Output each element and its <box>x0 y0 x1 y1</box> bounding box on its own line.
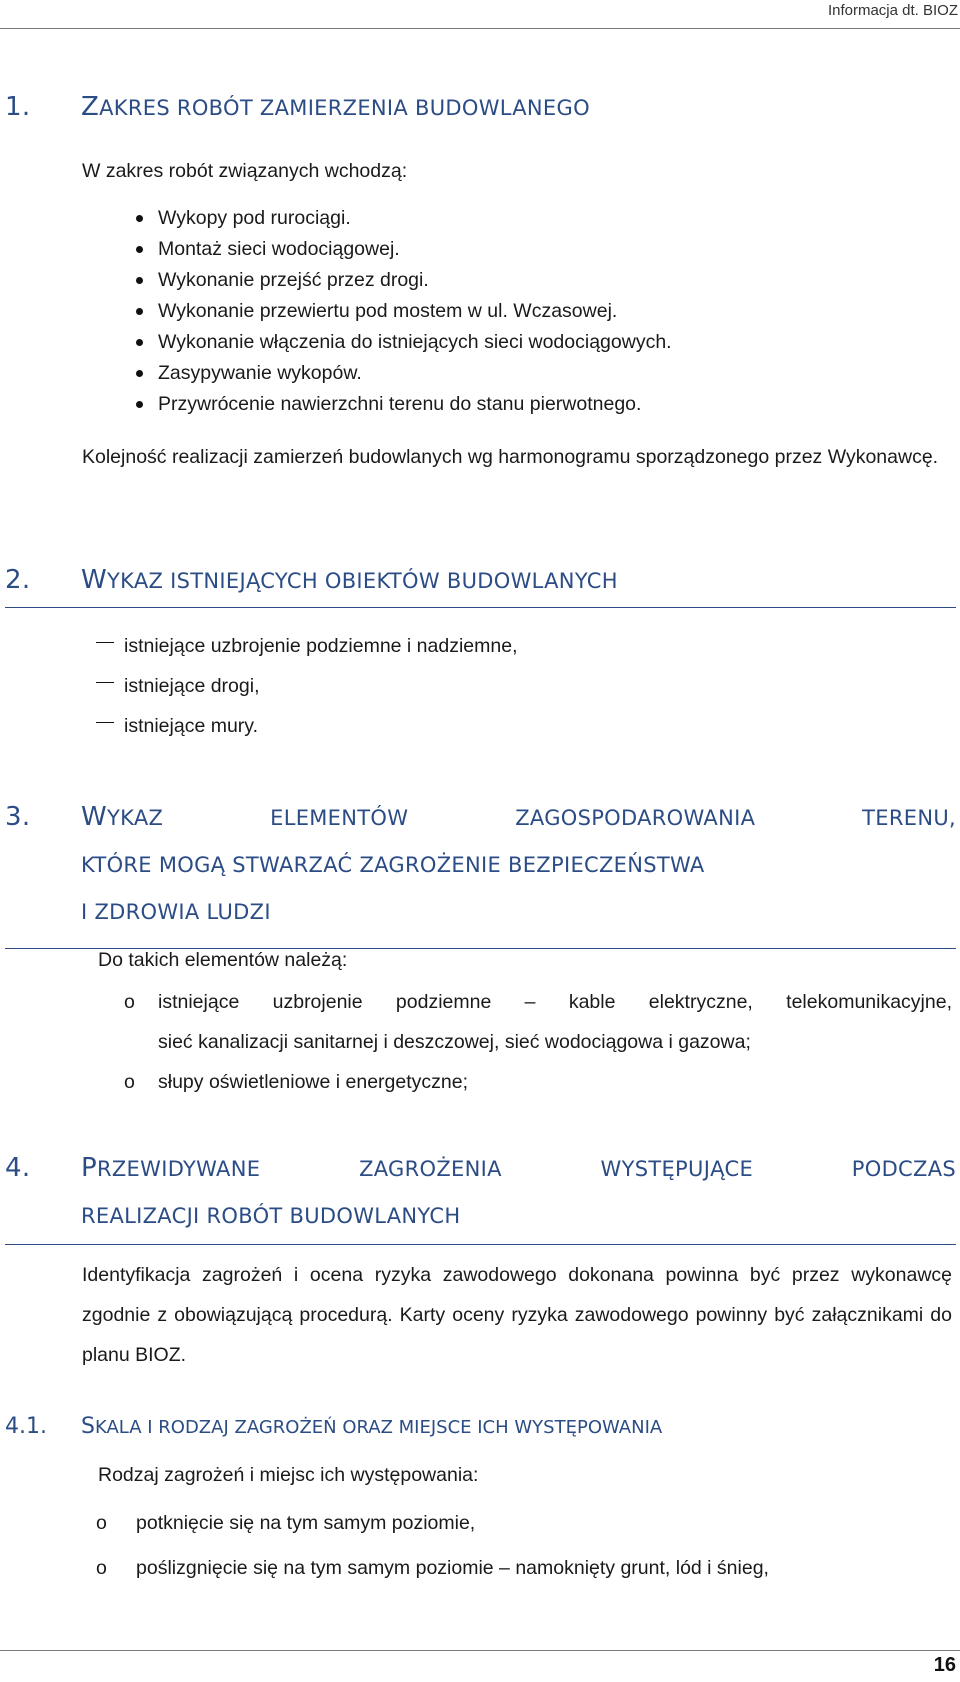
bullet-icon <box>136 246 143 253</box>
section-2-heading <box>5 565 956 608</box>
section-3-title-line3: I ZDROWIA LUDZI <box>81 900 271 924</box>
list-item-continuation: sieć kanalizacji sanitarnej i deszczowej, sieć wodociągowa i gazowa; <box>158 1031 751 1053</box>
header-rule <box>0 28 960 29</box>
section-1-heading <box>5 92 956 122</box>
section-2-list <box>124 626 518 746</box>
list-item: istniejące mury. <box>124 706 518 746</box>
list-item: istniejące drogi, <box>124 666 518 706</box>
circle-bullet-icon: o <box>96 1557 107 1579</box>
section-4-heading <box>5 1145 956 1240</box>
section-3-heading <box>5 794 956 949</box>
section-3-list <box>124 982 952 1102</box>
section-1-intro: W zakres robót związanych wchodzą: <box>82 160 408 182</box>
dash-icon <box>96 642 114 643</box>
dash-icon <box>96 682 114 683</box>
list-item: Montaż sieci wodociągowej. <box>158 234 672 265</box>
section-4-1-title-rest: KALA I RODZAJ ZAGROŻEŃ ORAZ MIEJSCE ICH WYSTĘPOWANIA <box>94 1417 663 1438</box>
section-3-number: 3. <box>5 802 31 832</box>
list-item: Wykopy pod rurociągi. <box>158 203 672 234</box>
section-4-1-heading <box>5 1414 956 1439</box>
section-2-title-initial: W <box>81 565 108 595</box>
section-4-number: 4. <box>5 1153 31 1183</box>
list-item: o potknięcie się na tym samym poziomie, <box>136 1501 769 1546</box>
circle-bullet-icon: o <box>124 991 135 1013</box>
bullet-icon <box>136 370 143 377</box>
section-1-title-initial: Z <box>81 92 100 122</box>
section-3-intro: Do takich elementów należą: <box>98 949 348 971</box>
bullet-icon <box>136 215 143 222</box>
section-4-1-title-initial: S <box>81 1414 95 1439</box>
list-item: o słupy oświetleniowe i energetyczne; <box>158 1062 952 1102</box>
bullet-icon <box>136 308 143 315</box>
list-item: Wykonanie przejść przez drogi. <box>158 265 672 296</box>
section-2-number: 2. <box>5 565 31 595</box>
section-2-title-rest: YKAZ ISTNIEJĄCYCH OBIEKTÓW BUDOWLANYCH <box>107 569 618 593</box>
section-4-body: Identyfikacja zagrożeń i ocena ryzyka zawodowego dokonana powinna być przez wykonawcę zgodnie z obowiązującą procedurą. Karty oceny ryzyka zawodowego powinny być załącznikami do planu BIOZ. <box>82 1264 952 1366</box>
section-3-title-line1: YKAZ ELEMENTÓW ZAGOSPODAROWANIA TERENU, <box>107 806 956 830</box>
list-item: o poślizgnięcie się na tym samym poziomie – namoknięty grunt, lód i śnieg, <box>136 1546 769 1591</box>
section-1-closing: Kolejność realizacji zamierzeń budowlanych wg harmonogramu sporządzonego przez Wykonawcę. <box>82 446 939 468</box>
bullet-icon <box>136 339 143 346</box>
running-header: Informacja dt. BIOZ <box>827 2 958 19</box>
list-item: Wykonanie przewiertu pod mostem w ul. Wczasowej. <box>158 296 672 327</box>
bullet-icon <box>136 277 143 284</box>
section-1-title-rest: AKRES ROBÓT ZAMIERZENIA BUDOWLANEGO <box>99 96 590 120</box>
list-item: Zasypywanie wykopów. <box>158 358 672 389</box>
circle-bullet-icon: o <box>96 1512 107 1534</box>
section-1-list <box>158 203 672 420</box>
section-4-1-intro: Rodzaj zagrożeń i miejsc ich występowania: <box>98 1464 479 1486</box>
section-3-title-line2: KTÓRE MOGĄ STWARZAĆ ZAGROŻENIE BEZPIECZEŃSTWA <box>81 853 705 877</box>
section-4-title-line1: RZEWIDYWANE ZAGROŻENIA WYSTĘPUJĄCE PODCZAS <box>96 1157 956 1181</box>
section-3-title-initial: W <box>81 802 108 832</box>
page-number: 16 <box>933 1654 956 1676</box>
section-4-title-line2: REALIZACJI ROBÓT BUDOWLANYCH <box>81 1204 461 1228</box>
section-4-rule <box>5 1244 956 1245</box>
list-item: istniejące uzbrojenie podziemne i nadziemne, <box>124 626 518 666</box>
dash-icon <box>96 722 114 723</box>
section-1-number: 1. <box>5 92 31 122</box>
footer-rule <box>0 1650 960 1651</box>
list-item: o istniejące uzbrojenie podziemne – kable elektryczne, telekomunikacyjne, <box>158 982 952 1022</box>
section-4-1-list <box>96 1501 769 1591</box>
list-item: Przywrócenie nawierzchni terenu do stanu pierwotnego. <box>158 389 672 420</box>
section-4-1-number: 4.1. <box>5 1414 47 1439</box>
bullet-icon <box>136 401 143 408</box>
list-item: Wykonanie włączenia do istniejących sieci wodociągowych. <box>158 327 672 358</box>
circle-bullet-icon: o <box>124 1071 135 1093</box>
section-4-title-initial: P <box>81 1153 97 1183</box>
